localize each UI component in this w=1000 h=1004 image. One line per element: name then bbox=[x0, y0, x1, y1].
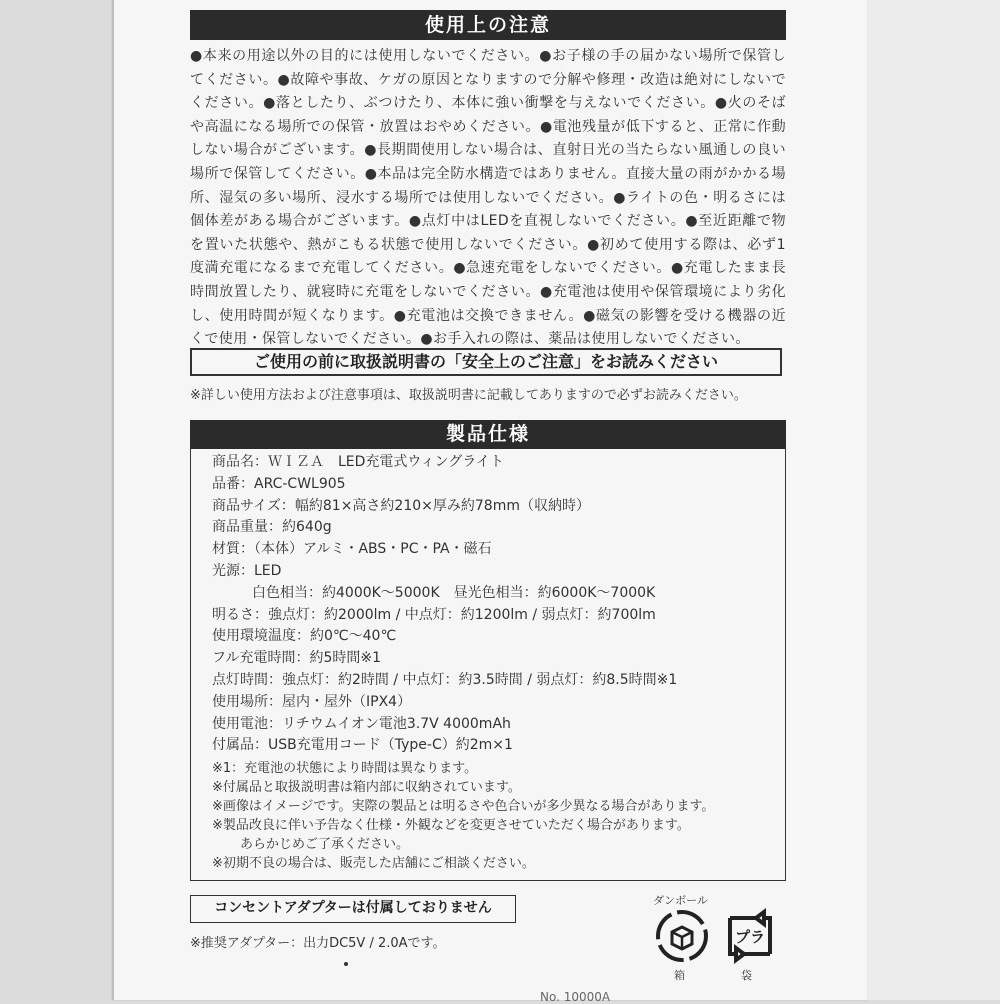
spec-weight: 商品重量：約640g bbox=[212, 519, 332, 536]
spec-size: 商品サイズ：幅約81×高さ約210×厚み約78mm（収納時） bbox=[212, 497, 590, 514]
panel-left-edge bbox=[112, 0, 114, 1000]
caution-header: 使用上の注意 bbox=[190, 10, 786, 40]
adapter-recommend-note: ※推奨アダプター：出力DC5V / 2.0Aです。 bbox=[190, 936, 446, 951]
spec-light-source: 光源：LED bbox=[212, 562, 282, 579]
caution-body: ●本来の用途以外の目的には使用しないでください。●お子様の手の届かない場所で保管してください。●故障や事故、ケガの原因となりますので分解や修理・改造は絶対にしないでください。●落としたり、ぶつけたり、本体に強い衝撃を与えないでください。●火のそばや高温になる場所での保管・放置はおやめください。●電池残量が低下すると、正常に作動しない場合がございます。●長期間使用しない場合は、直射日光の当たらない風通しの良い場所で保管してください。●本品は完全防水構造ではありません。直接大量の雨がかかる場所、湿気の多い場所、浸水する場所では使用しないでください。●ライトの色・明るさには個体差がある場合がございます。●点灯中はLEDを直視しないでください。●至近距離で物を置いた状態や、熱がこもる状態で使用しないでください。●初めて使用する際は、必ず1度満充電になるまで充電してください。●急速充電をしないでください。●充電したまま長時間放置したり、就寝時に充電をしないでください。●充電池は使用や保管環境により劣化し、使用時間が短くなります。●充電池は交換できません。●磁気の影響を受ける機器の近くで使用・保管しないでください。●お手入れの際は、薬品は使用しないでください。 bbox=[190, 48, 786, 348]
note-item: ※画像はイメージです。実際の製品とは明るさや色合いが多少異なる場合があります。 bbox=[212, 799, 715, 814]
spec-product-name: 商品名：ＷＩＺＡ LED充電式ウィングライト bbox=[212, 454, 504, 470]
spec-light-time: 点灯時間：強点灯：約2時間 / 中点灯：約3.5時間 / 弱点灯：約8.5時間※1 bbox=[212, 671, 678, 688]
dot-mark bbox=[344, 962, 348, 966]
note-item: ※1：充電池の状態により時間は異なります。 bbox=[212, 761, 478, 776]
spec-charge-time: フル充電時間：約5時間※1 bbox=[212, 650, 381, 667]
spec-color-temp-text: 白色相当：約4000K～5000K 昼光色相当：約6000K～7000K bbox=[252, 584, 656, 601]
specs-header: 製品仕様 bbox=[190, 420, 786, 449]
box-caption: 箱 bbox=[674, 969, 685, 982]
spec-color-temp bbox=[212, 583, 772, 605]
spec-location: 使用場所：屋内・屋外（IPX4） bbox=[212, 693, 412, 710]
note-item: ※初期不良の場合は、販売した店舗にご相談ください。 bbox=[212, 856, 535, 871]
spec-accessories: 付属品：USB充電用コード（Type-C）約2m×1 bbox=[212, 737, 513, 754]
spec-temperature: 使用環境温度：約0℃～40℃ bbox=[212, 628, 397, 645]
spec-notes bbox=[212, 759, 782, 873]
spec-list bbox=[212, 452, 772, 757]
spec-brightness: 明るさ：強点灯：約2000lm / 中点灯：約1200lm / 弱点灯：約700lm bbox=[212, 606, 656, 623]
plastic-recycle-icon bbox=[722, 908, 778, 964]
bag-caption: 袋 bbox=[741, 969, 752, 982]
note-item: ※付属品と取扱説明書は箱内部に収納されています。 bbox=[212, 780, 521, 795]
spec-model-number: 品番：ARC-CWL905 bbox=[212, 475, 346, 492]
plastic-mark-text: プラ bbox=[734, 928, 766, 946]
manual-notice-box: ご使用の前に取扱説明書の「安全上のご注意」をお読みください bbox=[190, 348, 782, 376]
spec-battery: 使用電池：リチウムイオン電池3.7V 4000mAh bbox=[212, 715, 511, 732]
note-item: あらかじめご了承ください。 bbox=[240, 837, 410, 852]
manual-detail-note: ※詳しい使用方法および注意事項は、取扱説明書に記載してありますので必ずお読みください。 bbox=[190, 388, 747, 403]
spec-material: 材質：（本体）アルミ・ABS・PC・PA・磁石 bbox=[212, 541, 492, 558]
cardboard-caption: ダンボール bbox=[653, 894, 708, 907]
bottom-partial-code: No. 10000A bbox=[540, 990, 611, 1004]
note-item: ※製品改良に伴い予告なく仕様・外観などを変更させていただく場合があります。 bbox=[212, 818, 690, 833]
cardboard-recycle-icon bbox=[654, 908, 710, 964]
background-right bbox=[867, 0, 1000, 1000]
adapter-notice-box: コンセントアダプターは付属しておりません bbox=[190, 895, 516, 923]
